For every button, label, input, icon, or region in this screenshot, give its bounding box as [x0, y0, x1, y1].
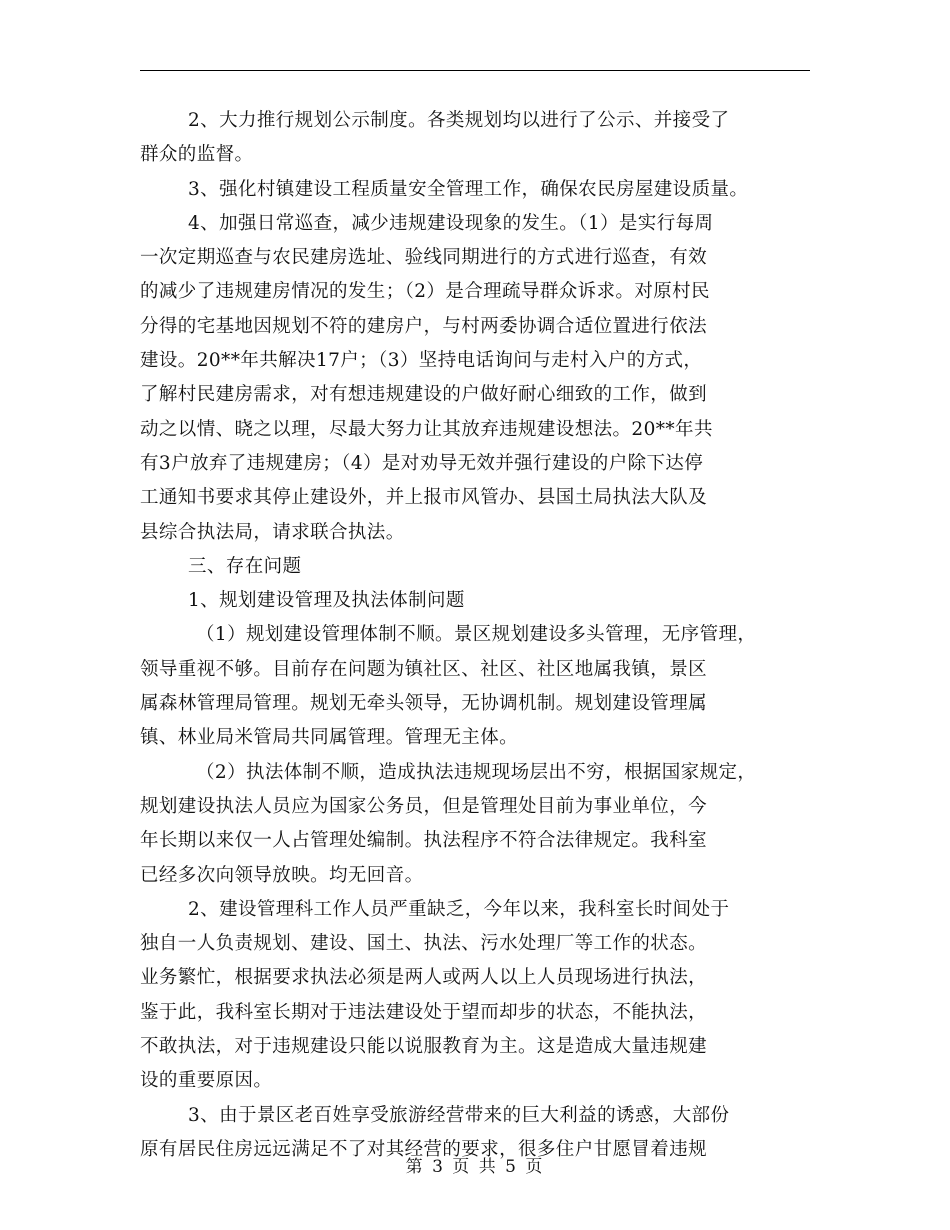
text-line: （2）执法体制不顺，造成执法违规现场层出不穷，根据国家规定，: [196, 761, 757, 783]
text-line: 分得的宅基地因规划不符的建房户，与村两委协调合适位置进行依法: [140, 315, 708, 337]
text-line: 2、大力推行规划公示制度。各类规划均以进行了公示、并接受了: [188, 110, 730, 131]
text-line: 规划建设执法人员应为国家公务员，但是管理处目前为事业单位，今: [140, 795, 708, 817]
text-line: 的减少了违规建房情况的发生；（2）是合理疏导群众诉求。对原村民: [140, 281, 710, 303]
text-line: 动之以情、晓之以理，尽最大努力让其放弃违规建设想法。20**年共: [140, 418, 713, 440]
text-line: 工通知书要求其停止建设外，并上报市风管办、县国土局执法大队及: [140, 487, 708, 509]
header-rule: [140, 70, 810, 71]
document-body: [140, 104, 810, 1167]
text-line: 2、建设管理科工作人员严重缺乏，今年以来，我科室长时间处于: [188, 898, 730, 920]
text-line: 建设。20**年共解决17户；（3）坚持电话询问与走村入户的方式，: [140, 350, 703, 372]
text-line: 设的重要原因。: [140, 1070, 273, 1092]
text-line: （1）规划建设管理体制不顺。景区规划建设多头管理，无序管理，: [196, 624, 757, 646]
text-line: 已经多次向领导放映。均无回音。: [140, 864, 424, 886]
text-line: 3、由于景区老百姓享受旅游经营带来的巨大利益的诱惑，大部份: [188, 1104, 730, 1126]
text-line: 县综合执法局，请求联合执法。: [140, 521, 405, 543]
text-line: 领导重视不够。目前存在问题为镇社区、社区、社区地属我镇，景区: [140, 658, 708, 680]
text-line: 独自一人负责规划、建设、国土、执法、污水处理厂等工作的状态。: [140, 933, 708, 955]
page-number-footer: 第 3 页 共 5 页: [405, 1157, 545, 1177]
text-line: 4、加强日常巡查，减少违规建设现象的发生。（1）是实行每周: [188, 212, 714, 234]
text-line: 有3户放弃了违规建房；（4）是对劝导无效并强行建设的户除下达停: [140, 452, 704, 474]
text-line: 鉴于此，我科室长期对于违法建设处于望而却步的状态，不能执法，: [140, 1001, 708, 1023]
text-line: 属森林管理局管理。规划无牵头领导，无协调机制。规划建设管理属: [140, 693, 708, 715]
text-line: 3、强化村镇建设工程质量安全管理工作，确保农民房屋建设质量。: [188, 178, 749, 200]
text-line: 三、存在问题: [188, 555, 302, 577]
text-line: 1、规划建设管理及执法体制问题: [188, 590, 465, 612]
text-line: 年长期以来仅一人占管理处编制。执法程序不符合法律规定。我科室: [140, 830, 708, 852]
text-line: 了解村民建房需求，对有想违规建设的户做好耐心细致的工作，做到: [140, 384, 708, 406]
text-line: 镇、林业局米管局共同属管理。管理无主体。: [140, 727, 519, 749]
text-line: 一次定期巡查与农民建房选址、验线同期进行的方式进行巡查，有效: [140, 247, 708, 269]
text-line: 原有居民住房远远满足不了对其经营的要求，很多住户甘愿冒着违规: [140, 1138, 708, 1160]
text-line: 群众的监督。: [140, 144, 254, 166]
text-line: 业务繁忙，根据要求执法必须是两人或两人以上人员现场进行执法，: [140, 967, 708, 989]
text-line: 不敢执法，对于违规建设只能以说服教育为主。这是造成大量违规建: [140, 1036, 708, 1058]
